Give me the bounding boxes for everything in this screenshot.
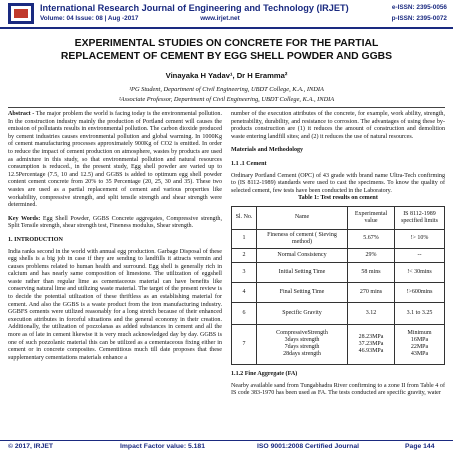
footer-iso: ISO 9001:2008 Certified Journal	[257, 443, 359, 450]
irjet-logo-icon	[8, 3, 34, 24]
paper-authors: Vinayaka H Yadav¹, Dr H Eramma²	[165, 71, 288, 80]
right-column	[231, 111, 445, 398]
table-cell: 3.1 to 3.25	[395, 302, 445, 324]
left-column	[8, 111, 222, 362]
cell-line: 46.93MPa	[358, 347, 384, 354]
table-row	[232, 248, 445, 262]
cement-heading: 1.1 .1 Cement	[231, 160, 267, 167]
table-cell: Normal Consistency	[257, 248, 348, 262]
table-cell: Fineness of cement ( Sieving method)	[257, 229, 348, 248]
table-cell: !< 30mins	[395, 262, 445, 282]
journal-name: International Research Journal of Engineering and Technology (IRJET)	[40, 3, 349, 13]
table-cell: 1	[232, 229, 257, 248]
abstract-label: Abstract -	[8, 111, 35, 117]
journal-volume: Volume: 04 Issue: 08 | Aug -2017	[40, 15, 139, 22]
intro-text: India ranks second in the world with annual egg production. Garbage Disposal of these egg shells is a big job in case if they are sending to landfills it attracts vermin and causes problems related to human health and surround. Egg shell is generally rich in calcium and has nearly same composition of limestone. The utilization of eggshell waste rather than regular lime as cementaceous material can have benefits like conserving natural lime and utilizing waste material. The target of the present review is to decide the potential utilization of these thriftless as an establishing material for cement. And also the GGBS is a waste product from the iron manufacturing industry. GGBFS cements were utilized reasonably for a long stretch because of their enhanced execution attributes in forceful situations and the general economy in their creation. Additionally, the utilization of pozzolanas as added substances in cement and all the more as of late in cement likewise it is very much acknowledged day by day. GGBS is one of such pozzolanic material this can be utilized as a cementaceous fixing either in cement or in concrete composites. Cementitious much till date proposes that these supplementary cementations materials enhance a	[8, 248, 222, 361]
table-header: Sl. No.	[232, 206, 257, 229]
table-row	[232, 302, 445, 324]
keywords-text: Egg Shell Powder, GGBS Concrete aggregates, Compressive strength, Split Tensile strength, shear strength test, Fineness modulus, Shear strength.	[8, 215, 222, 230]
affiliation-2: ²Associate Professor, Department of Civil Engineering, UBDT College, K.A., INDIA	[118, 96, 335, 103]
footer-page-number: Page 144	[405, 443, 435, 450]
table-cell	[395, 324, 445, 364]
title-divider	[8, 107, 445, 108]
table-cell	[348, 324, 395, 364]
table-cell: --	[395, 248, 445, 262]
e-issn: e-ISSN: 2395-0056	[391, 4, 447, 11]
materials-heading: Materials and Methodology	[231, 147, 304, 154]
table-cell: Specific Gravity	[257, 302, 348, 324]
cement-test-table	[231, 206, 445, 365]
abstract-text: The major problem the world is facing today is the environmental pollution. In the construction industry mainly the production of Portland cement will causes the emission of pollutants results in environmental pollution. The carbon dioxide produced by cement industries causes environmental pollution and global warming. In 1000Kg of cement manufacturing processes approximately 900Kg of CO2 is emitted. In order to reduce the impact of cement production on atmosphere, wastes by products are used as admixture in this study, so that environmental pollution and natural resources consumption is reduced., in the present study, Egg shell powder are varied up to 12.5Percentage (7.5, 10 and 12.5) and GGBS is added to optimum egg shell powder content cement concrete from 20% to 35 Percentage (20, 25, 30 and 35). These two wastes are used as a partial replacement of cement and various properties like workability, compressive strength, and split tensile strength and shear strength were determined.	[8, 111, 222, 209]
table-cell: 2	[232, 248, 257, 262]
table-cell: !> 10%	[395, 229, 445, 248]
table-cell: 7	[232, 324, 257, 364]
page-footer	[0, 443, 453, 453]
cell-line: Minimum	[407, 330, 432, 337]
table-cell	[257, 324, 348, 364]
table-cell: 58 mins	[348, 262, 395, 282]
table-cell: Initial Setting Time	[257, 262, 348, 282]
keywords	[8, 216, 222, 231]
fine-aggregate-text: Nearby available sand from Tungabhadra River confirming to a zone II from Table 4 of IS code 383-1970 has been used as FA. The tests conducted are specific gravity, water	[231, 382, 445, 397]
table-row	[232, 282, 445, 302]
cell-line: 16MPa	[410, 337, 429, 344]
intro-heading: 1. INTRODUCTION	[8, 236, 63, 243]
p-issn: p-ISSN: 2395-0072	[391, 15, 447, 22]
paper-title-line1: EXPERIMENTAL STUDIES ON CONCRETE FOR THE PARTIAL	[74, 38, 379, 49]
table-caption: Table 1: Test results on cement	[298, 195, 378, 202]
cell-line: CompressiveStrength	[276, 330, 328, 337]
table-cell: 4	[232, 282, 257, 302]
table-row	[232, 262, 445, 282]
table-header-row	[232, 206, 445, 229]
table-cell: 270 mins	[348, 282, 395, 302]
table-cell: 5.67%	[348, 229, 395, 248]
journal-volume-line	[40, 15, 240, 22]
cement-text: Ordinary Portland Cement (OPC) of 43 grade with brand name Ultra-Tech confirming to (IS 8112-1989) standards were used to cast the specimens. To know the quality of selected cement, few tests have been conducted in the Laboratory.	[231, 172, 445, 194]
journal-header	[0, 0, 453, 28]
cell-line: 7days strength	[284, 344, 320, 351]
cell-line: 28days strength	[283, 351, 321, 358]
table-header: Name	[257, 206, 348, 229]
table-cell: Final Setting Time	[257, 282, 348, 302]
cell-line: 43MPa	[410, 351, 429, 358]
right-continued-text: number of the execution attributes of the concrete, for example, work ability, strength, penetrability, durability, and resistance to corrosion. The advantages of using these by-products construction are (1) it reduces the amount of construction and demolition waste entering landfill sites; and (2) it reduces the use of natural resources.	[231, 111, 445, 140]
table-cell: !>600mins	[395, 282, 445, 302]
footer-impact-factor: Impact Factor value: 5.181	[120, 443, 205, 450]
affiliation-1: ¹PG Student, Department of Civil Engineering, UBDT College, K.A., INDIA	[129, 86, 324, 93]
table-header: IS 8112-1989 specified limits	[395, 206, 445, 229]
footer-rule	[0, 440, 453, 441]
cell-line: 22MPa	[410, 344, 429, 351]
cell-line: 37.23MPa	[358, 340, 384, 347]
table-header: Experimental value	[348, 206, 395, 229]
table-row	[232, 324, 445, 364]
header-rule	[0, 27, 453, 29]
table-cell: 3.12	[348, 302, 395, 324]
abstract	[8, 111, 222, 210]
keywords-label: Key Words:	[8, 215, 41, 222]
journal-url[interactable]: www.irjet.net	[200, 15, 240, 22]
fine-aggregate-heading: 1.1.2 Fine Aggregate (FA)	[231, 370, 298, 377]
table-cell: 6	[232, 302, 257, 324]
table-cell: 3	[232, 262, 257, 282]
footer-copyright: © 2017, IRJET	[8, 443, 54, 450]
cell-line: 3days strength	[284, 337, 320, 344]
table-row	[232, 229, 445, 248]
table-cell: 29%	[348, 248, 395, 262]
cell-line: 28.23MPa	[358, 333, 384, 340]
paper-title-line2: REPLACEMENT OF CEMENT BY EGG SHELL POWDER AND GGBS	[60, 51, 393, 62]
